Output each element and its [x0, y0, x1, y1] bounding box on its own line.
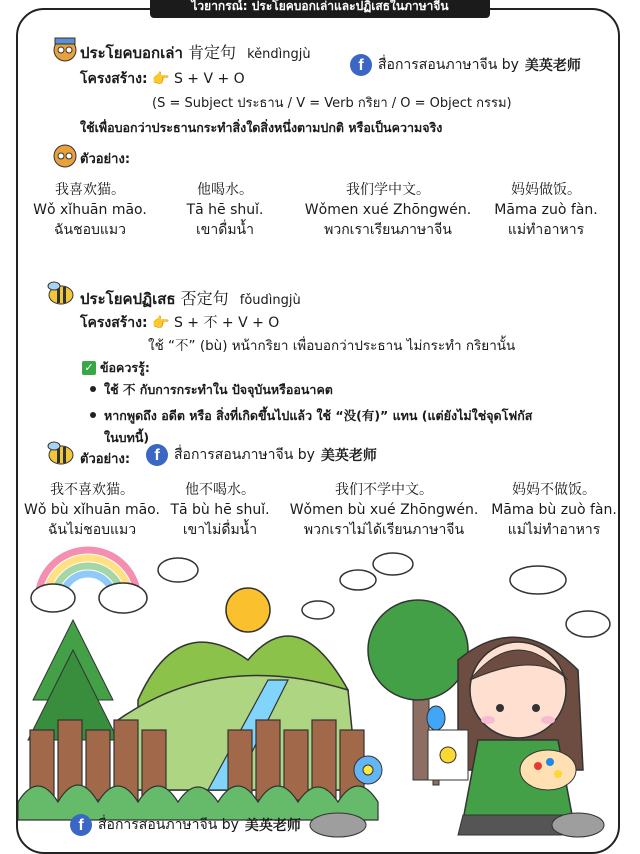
- caution-list: [90, 380, 590, 448]
- facebook-icon: f: [70, 814, 92, 836]
- affirmative-structure: โครงสร้าง: 👉 S + V + O: [80, 71, 245, 87]
- easel-icon: [428, 730, 468, 780]
- cloud-icon: [31, 553, 610, 637]
- caution-item: ใช้ 不 กับการกระทำใน ปัจจุบันหรืออนาคต: [90, 380, 590, 400]
- landscape-illustration: [18, 540, 622, 852]
- facebook-badge-mid[interactable]: f สื่อการสอนภาษาจีน by 美英老师: [146, 444, 377, 466]
- neg-example-2: 他不喝水。 Tā bù hē shuǐ. เขาไม่ดื่มน้ำ: [170, 482, 270, 538]
- pointing-hand-icon: 👉: [152, 315, 170, 331]
- example-1: 我喜欢猫。 Wǒ xǐhuān māo. ฉันชอบแมว: [33, 182, 147, 238]
- neg-example-1: 我不喜欢猫。 Wǒ bù xǐhuān māo. ฉันไม่ชอบแมว: [24, 482, 160, 538]
- page-title: ไวยากรณ์: ประโยคบอกเล่าและปฏิเสธในภาษาจีน: [150, 0, 490, 18]
- negative-note: ใช้ “不” (bù) หน้ากริยา เพื่อบอกว่าประธาน ไม่กระทำ กริยานั้น: [148, 338, 516, 354]
- caution-label: ✓ ข้อควรรู้:: [82, 358, 150, 378]
- examples-label: ตัวอย่าง:: [80, 452, 131, 467]
- facebook-badge-top[interactable]: f สื่อการสอนภาษาจีน by 美英老师: [350, 54, 581, 76]
- sun-icon: [226, 588, 270, 632]
- example-3: 我们学中文。 Wǒmen xué Zhōngwén. พวกเราเรียนภาษาจีน: [304, 182, 472, 238]
- pointing-hand-icon: 👉: [152, 71, 170, 87]
- facebook-icon: f: [350, 54, 372, 76]
- bee-icon: [44, 440, 78, 466]
- negative-heading: ประโยคปฏิเสธ 否定句 fǒudìngjù: [80, 289, 301, 308]
- checkmark-icon: ✓: [82, 361, 96, 375]
- example-4: 妈妈做饭。 Māma zuò fàn. แม่ทำอาหาร: [494, 182, 598, 238]
- caution-item: หากพูดถึง อดีต หรือ สิ่งที่เกิดขึ้นไปแล้ว ใช้ “没(有)” แทน (แต่ยังไม่ใช่จุดโฟกัส: [90, 406, 590, 426]
- examples-label: ตัวอย่าง:: [80, 152, 131, 167]
- affirmative-heading: ประโยคบอกเล่า 肯定句 kěndìngjù: [80, 43, 311, 62]
- flower-icon: [354, 756, 382, 784]
- neg-example-4: 妈妈不做饭。 Māma bù zuò fàn. แม่ไม่ทำอาหาร: [491, 482, 617, 538]
- structure-legend: (S = Subject ประธาน / V = Verb กริยา / O = Object กรรม): [152, 96, 512, 111]
- affirmative-usage: ใช้เพื่อบอกว่าประธานกระทำสิ่งใดสิ่งหนึ่งตามปกติ หรือเป็นความจริง: [80, 120, 443, 135]
- bee-icon: [44, 280, 78, 306]
- example-2: 他喝水。 Tā hē shuǐ. เขาดื่มน้ำ: [186, 182, 264, 238]
- facebook-badge-bottom[interactable]: f สื่อการสอนภาษาจีน by 美英老师: [70, 814, 301, 836]
- negative-structure: โครงสร้าง: 👉 S + 不 + V + O: [80, 315, 280, 331]
- neg-example-3: 我们不学中文。 Wǒmen bù xué Zhōngwén. พวกเราไม่ได้เรียนภาษาจีน: [289, 482, 479, 538]
- caution-item-continued: ในบทนี้): [104, 430, 150, 445]
- owl-icon: [52, 142, 78, 168]
- owl-icon: [52, 36, 78, 62]
- facebook-icon: f: [146, 444, 168, 466]
